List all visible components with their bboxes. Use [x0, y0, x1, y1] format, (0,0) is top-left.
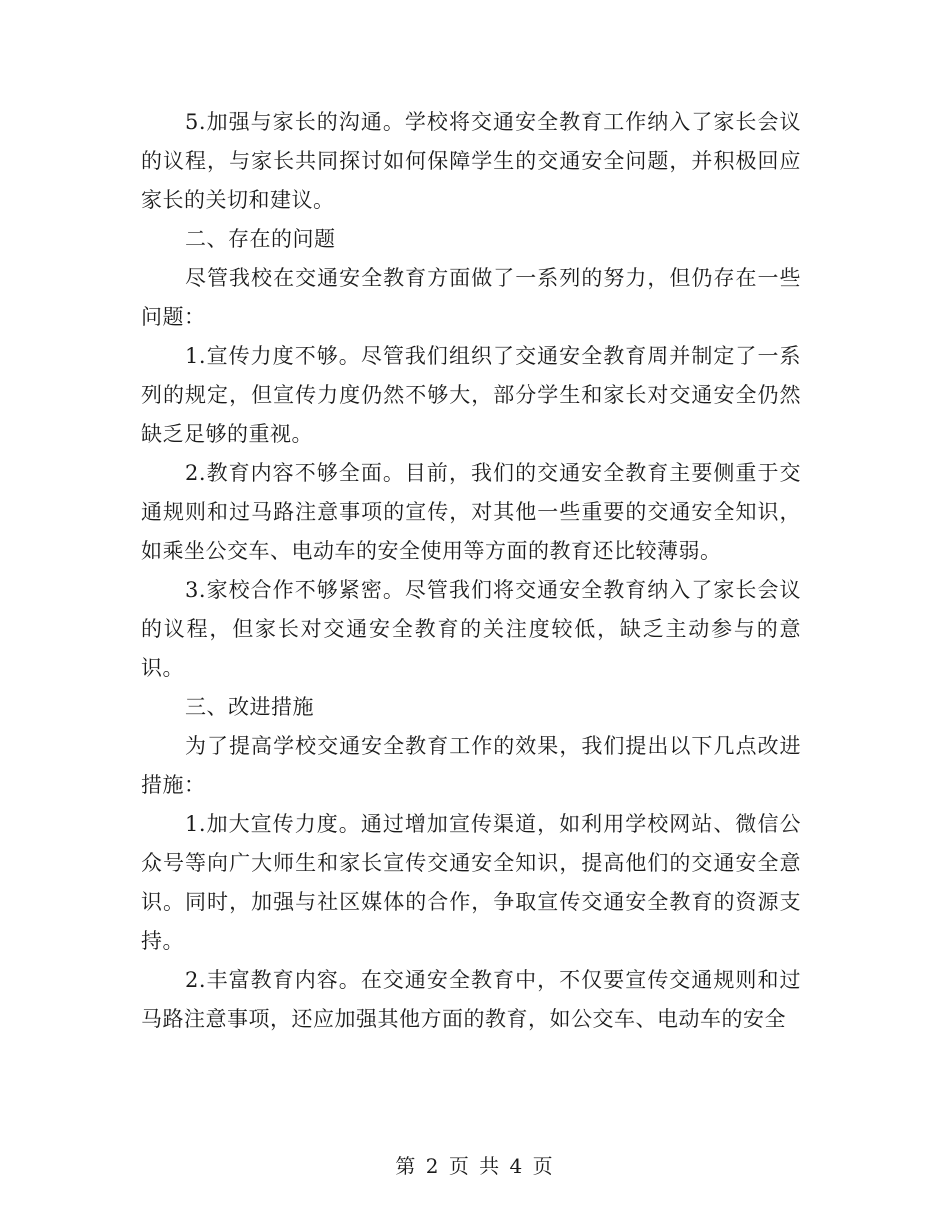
paragraph: 5.加强与家长的沟通。学校将交通安全教育工作纳入了家长会议的议程，与家长共同探讨如何保障学生的交通安全问题，并积极回应家长的关切和建议。 [141, 110, 801, 212]
paragraph: 1.加大宣传力度。通过增加宣传渠道，如利用学校网站、微信公众号等向广大师生和家长宣传交通安全知识，提高他们的交通安全意识。同时，加强与社区媒体的合作，争取宣传交通安全教育的资源支持。 [141, 812, 801, 953]
section-heading: 三、改进措施 [185, 695, 314, 719]
paragraph: 2.丰富教育内容。在交通安全教育中，不仅要宣传交通规则和过马路注意事项，还应加强其他方面的教育，如公交车、电动车的安全 [141, 968, 801, 1031]
paragraph: 2.教育内容不够全面。目前，我们的交通安全教育主要侧重于交通规则和过马路注意事项的宣传，对其他一些重要的交通安全知识，如乘坐公交车、电动车的安全使用等方面的教育还比较薄弱。 [141, 461, 801, 563]
section-heading: 二、存在的问题 [185, 227, 336, 251]
document-body [141, 103, 801, 1039]
paragraph: 尽管我校在交通安全教育方面做了一系列的努力，但仍存在一些问题： [141, 266, 801, 329]
paragraph: 为了提高学校交通安全教育工作的效果，我们提出以下几点改进措施： [141, 734, 801, 797]
page-number: 第 2 页 共 4 页 [395, 1154, 555, 1178]
paragraph: 3.家校合作不够紧密。尽管我们将交通安全教育纳入了家长会议的议程，但家长对交通安全教育的关注度较低，缺乏主动参与的意识。 [141, 578, 801, 680]
paragraph: 1.宣传力度不够。尽管我们组织了交通安全教育周并制定了一系列的规定，但宣传力度仍然不够大，部分学生和家长对交通安全仍然缺乏足够的重视。 [141, 344, 801, 446]
